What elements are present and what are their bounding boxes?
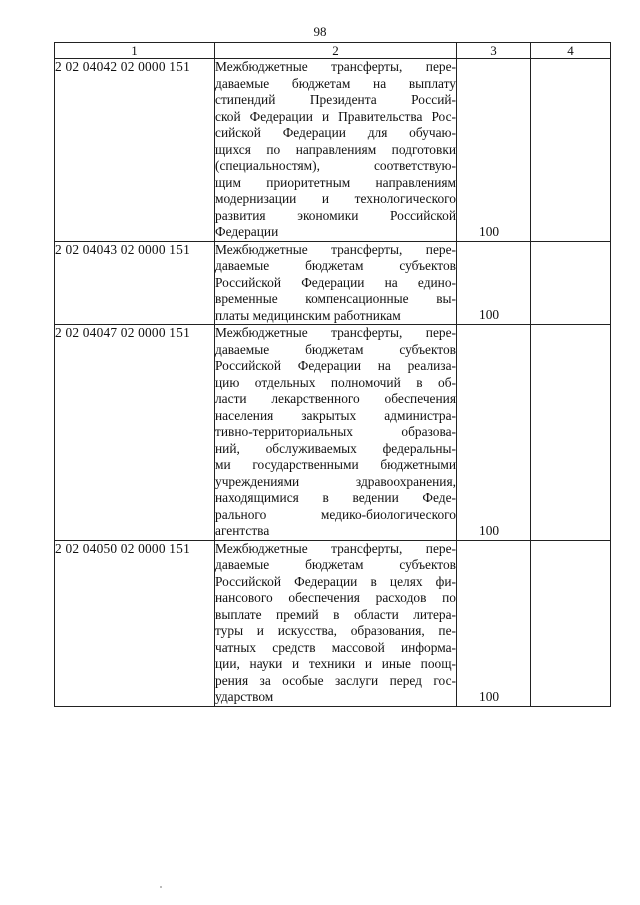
description-line: (специальностям), соответствую-: [215, 158, 456, 173]
budget-code-cell: 2 02 04047 02 0000 151: [55, 325, 215, 541]
description-cell: [215, 241, 457, 325]
description-line: Российской Федерации в целях фи-: [215, 573, 456, 589]
description-line: тивно-территориальных образова-: [215, 424, 456, 439]
description-line: щихся по направлениям подготовки: [215, 141, 456, 157]
description-line: находящимися в ведении Феде-: [215, 490, 456, 505]
description-line: нансового обеспечения расходов по: [215, 590, 456, 605]
description-line: выплате премий в области литера-: [215, 606, 456, 622]
description-line: платы медицинским работникам: [215, 307, 401, 323]
description-line: сийской Федерации для обучаю-: [215, 125, 456, 140]
description-line: населения закрытых администра-: [215, 407, 456, 423]
description-line: даваемые бюджетам субъектов: [215, 258, 456, 273]
amount-value: 100: [479, 688, 500, 704]
description-line: учреждениями здравоохранения,: [215, 473, 456, 489]
description-line: рального медико-биологического: [215, 506, 456, 522]
amount-value: 100: [479, 522, 500, 538]
description-line: даваемые бюджетам субъектов: [215, 557, 456, 572]
table-row: [55, 540, 611, 706]
description-line: рения за особые заслуги перед гос-: [215, 672, 456, 688]
column-header-3: 3: [457, 43, 531, 59]
table-row: [55, 59, 611, 242]
column-4-cell: [531, 325, 611, 541]
description-line: ударством: [215, 689, 274, 704]
table-body: [55, 59, 611, 707]
amount-cell: [457, 59, 531, 242]
description-line: Российской Федерации на реализа-: [215, 358, 456, 373]
description-line: даваемые бюджетам субъектов: [215, 341, 456, 357]
column-4-cell: [531, 540, 611, 706]
table-header-row: [55, 43, 611, 59]
description-line: Межбюджетные трансферты, пере-: [215, 325, 456, 340]
budget-classification-table: [54, 42, 611, 707]
description-line: развития экономики Российской: [215, 207, 456, 223]
table-row: [55, 325, 611, 541]
budget-code-cell: 2 02 04050 02 0000 151: [55, 540, 215, 706]
column-header-1: 1: [55, 43, 215, 59]
amount-value: 100: [479, 307, 500, 322]
description-line: Межбюджетные трансферты, пере-: [215, 540, 456, 556]
description-line: ской Федерации и Правительства Рос-: [215, 108, 456, 124]
budget-code-cell: 2 02 04043 02 0000 151: [55, 241, 215, 325]
page-number: 98: [313, 24, 327, 39]
description-line: даваемые бюджетам на выплату: [215, 75, 456, 91]
description-line: туры и искусства, образования, пе-: [215, 623, 456, 638]
description-line: ции, науки и техники и иные поощ-: [215, 656, 456, 671]
description-line: щим приоритетным направлениям: [215, 174, 456, 190]
amount-value: 100: [479, 223, 500, 239]
description-cell: [215, 325, 457, 541]
description-line: Межбюджетные трансферты, пере-: [215, 59, 456, 74]
column-4-cell: [531, 241, 611, 325]
column-header-4: 4: [531, 43, 611, 59]
description-line: модернизации и технологического: [215, 191, 456, 206]
scan-speck: [160, 886, 162, 888]
description-cell: [215, 540, 457, 706]
description-line: Российской Федерации на едино-: [215, 274, 456, 290]
description-line: чатных средств массовой информа-: [215, 639, 456, 655]
amount-cell: [457, 540, 531, 706]
description-line: ми государственными бюджетными: [215, 457, 456, 472]
budget-code-cell: 2 02 04042 02 0000 151: [55, 59, 215, 242]
column-header-2: 2: [215, 43, 457, 59]
description-line: ласти лекарственного обеспечения: [215, 391, 456, 406]
description-line: агентства: [215, 523, 270, 538]
description-line: Межбюджетные трансферты, пере-: [215, 241, 456, 257]
description-line: Федерации: [215, 224, 279, 239]
column-4-cell: [531, 59, 611, 242]
description-line: цию отдельных полномочий в об-: [215, 374, 456, 390]
description-line: стипендий Президента Россий-: [215, 92, 456, 107]
amount-cell: [457, 325, 531, 541]
description-line: ний, обслуживаемых федеральны-: [215, 440, 456, 456]
description-line: временные компенсационные вы-: [215, 291, 456, 306]
table-row: [55, 241, 611, 325]
description-cell: [215, 59, 457, 242]
amount-cell: [457, 241, 531, 325]
